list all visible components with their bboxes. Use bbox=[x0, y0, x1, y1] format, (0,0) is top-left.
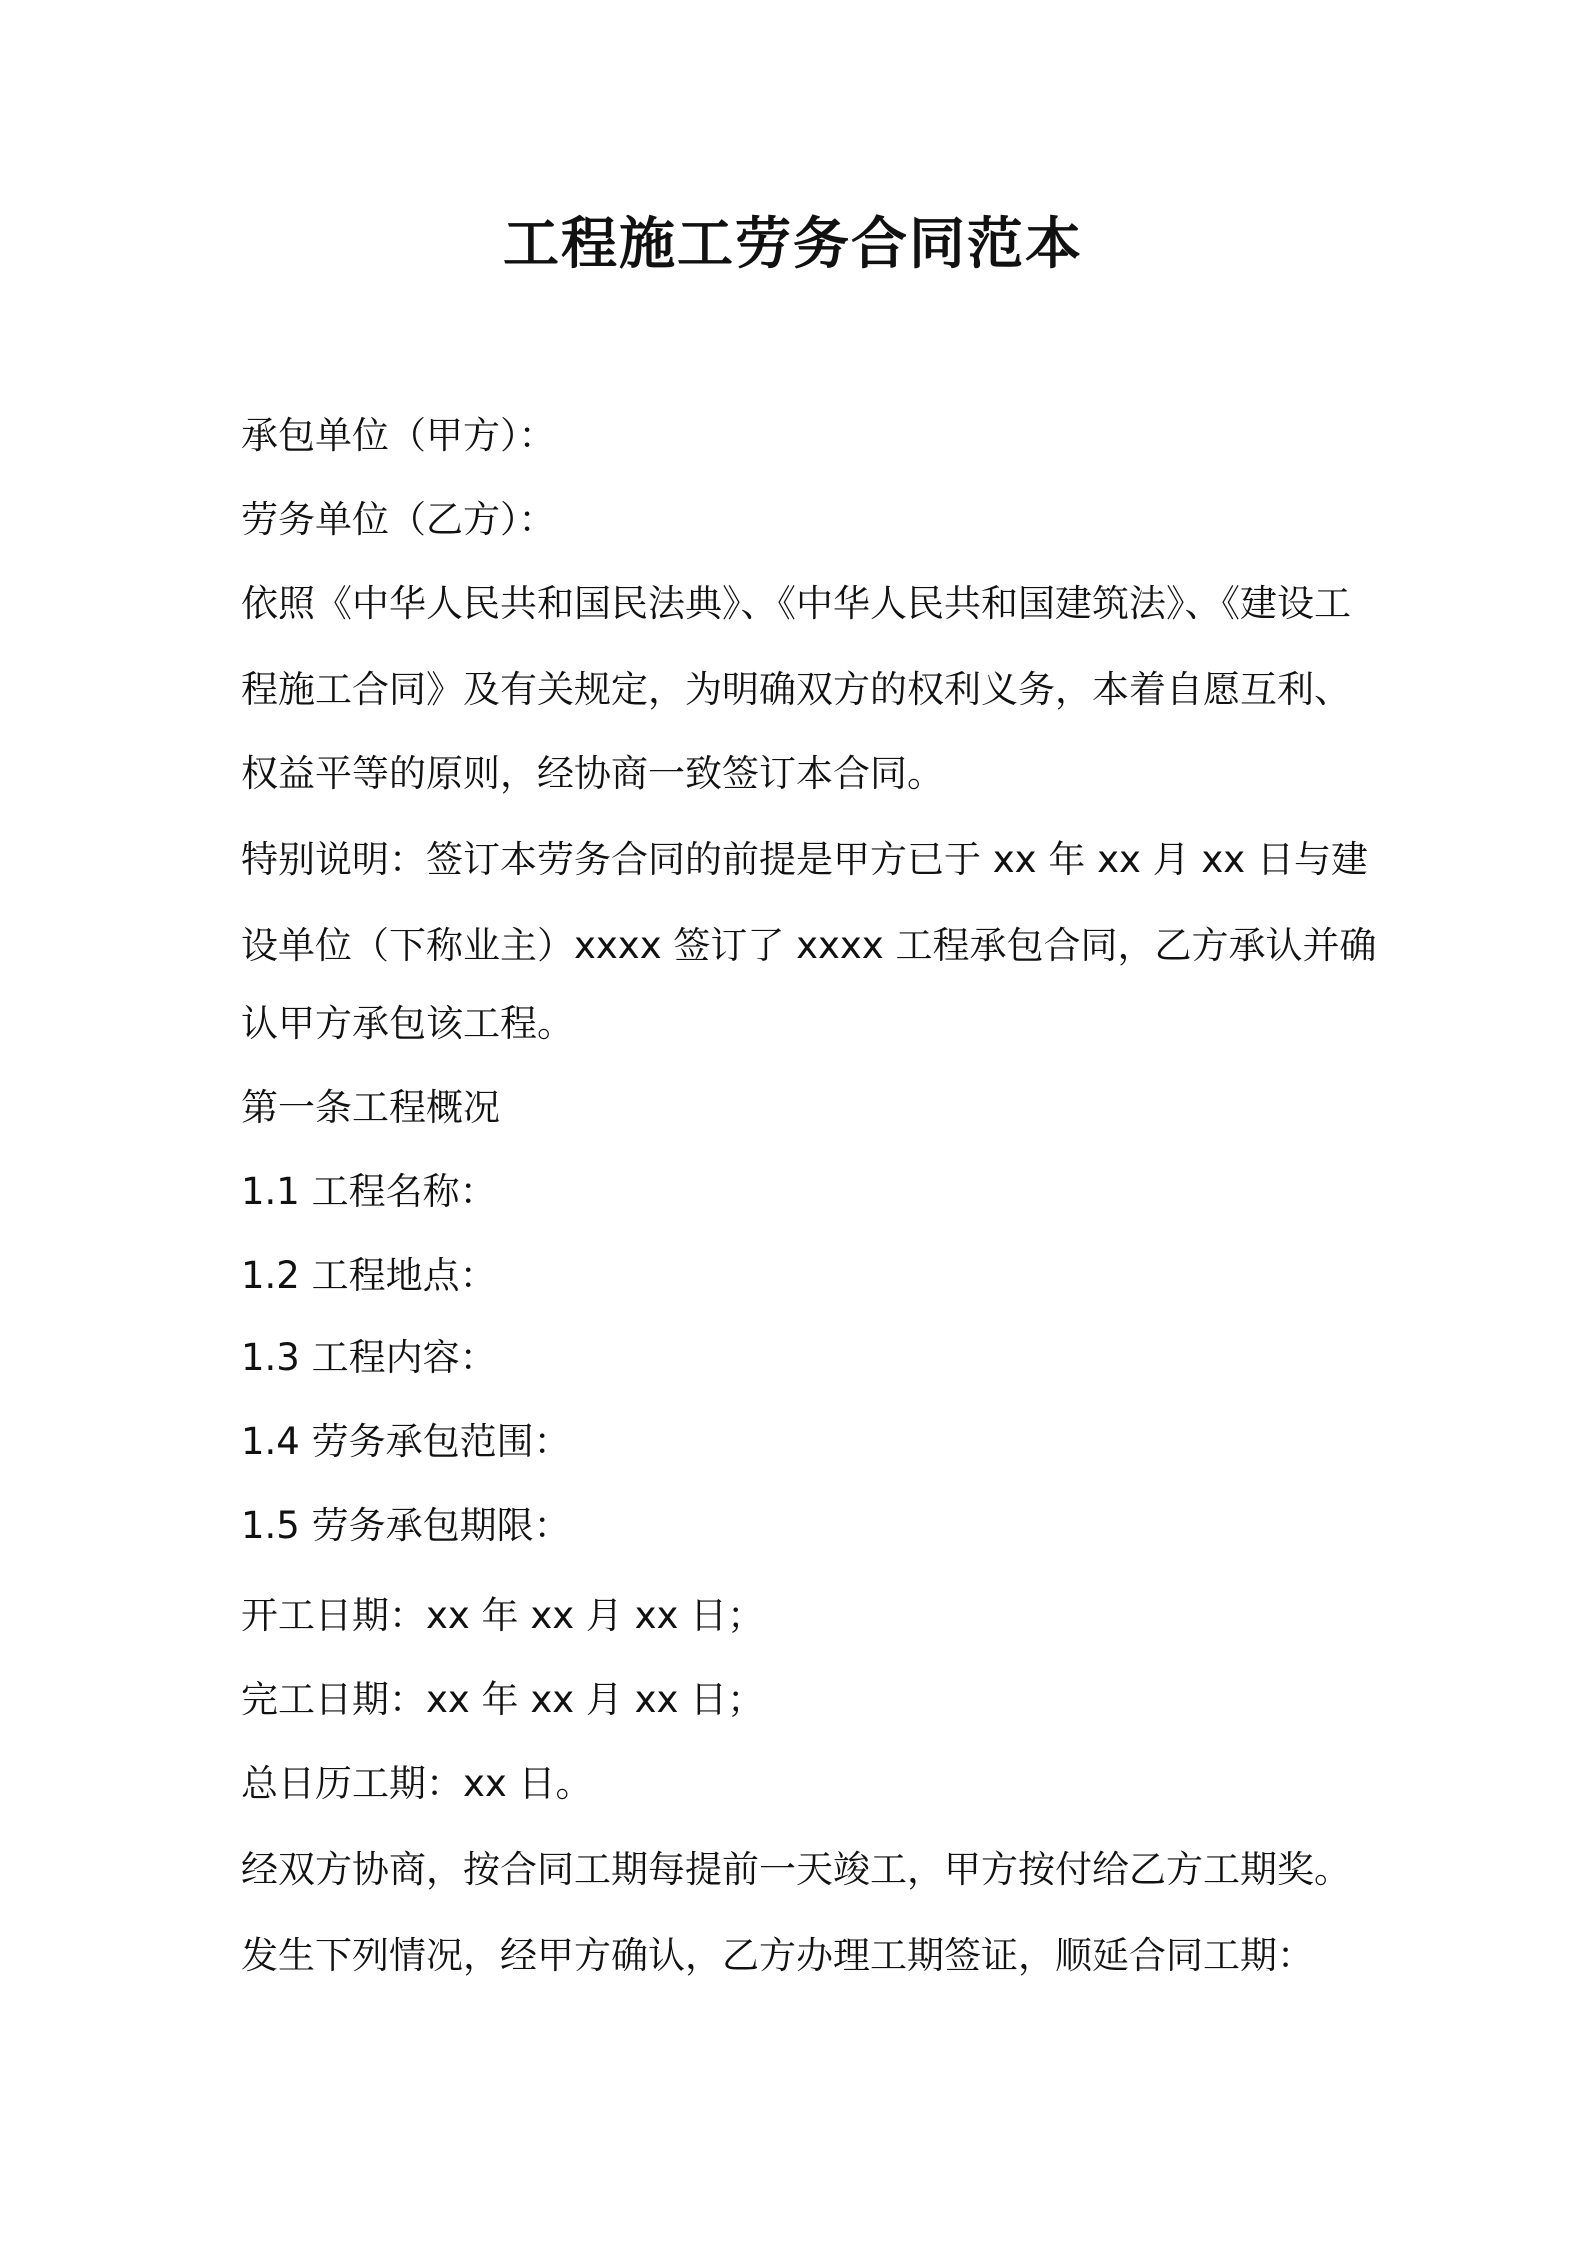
document-title: 工程施工劳务合同范本 bbox=[503, 212, 1083, 277]
start-date-line: 开工日期：xx 年 xx 月 xx 日； bbox=[241, 1594, 765, 1637]
completion-date-line: 完工日期：xx 年 xx 月 xx 日； bbox=[241, 1678, 765, 1721]
preamble-line-3: 权益平等的原则，经协商一致签订本合同。 bbox=[241, 752, 944, 795]
special-note-line-1: 特别说明：签订本劳务合同的前提是甲方已于 xx 年 xx 月 xx 日与建 bbox=[241, 838, 1368, 881]
section-heading-1: 第一条工程概况 bbox=[241, 1086, 500, 1129]
item-1-5: 1.5 劳务承包期限： bbox=[241, 1504, 571, 1547]
special-note-line-2: 设单位（下称业主）xxxx 签订了 xxxx 工程承包合同，乙方承认并确 bbox=[241, 924, 1377, 967]
item-1-4: 1.4 劳务承包范围： bbox=[241, 1420, 571, 1463]
special-note-line-3: 认甲方承包该工程。 bbox=[241, 1002, 574, 1045]
extension-clause-line: 发生下列情况，经甲方确认，乙方办理工期签证，顺延合同工期： bbox=[241, 1934, 1314, 1977]
party-a-line: 承包单位（甲方）： bbox=[241, 414, 556, 457]
party-b-line: 劳务单位（乙方）： bbox=[241, 498, 556, 541]
item-1-1: 1.1 工程名称： bbox=[241, 1170, 497, 1213]
preamble-line-2: 程施工合同》及有关规定，为明确双方的权利义务，本着自愿互利、 bbox=[241, 668, 1351, 711]
bonus-clause-line: 经双方协商，按合同工期每提前一天竣工，甲方按付给乙方工期奖。 bbox=[241, 1848, 1351, 1891]
total-duration-line: 总日历工期：xx 日。 bbox=[241, 1762, 593, 1805]
preamble-line-1: 依照《中华人民共和国民法典》、《中华人民共和国建筑法》、《建设工 bbox=[241, 582, 1351, 625]
item-1-2: 1.2 工程地点： bbox=[241, 1254, 497, 1297]
item-1-3: 1.3 工程内容： bbox=[241, 1336, 497, 1379]
